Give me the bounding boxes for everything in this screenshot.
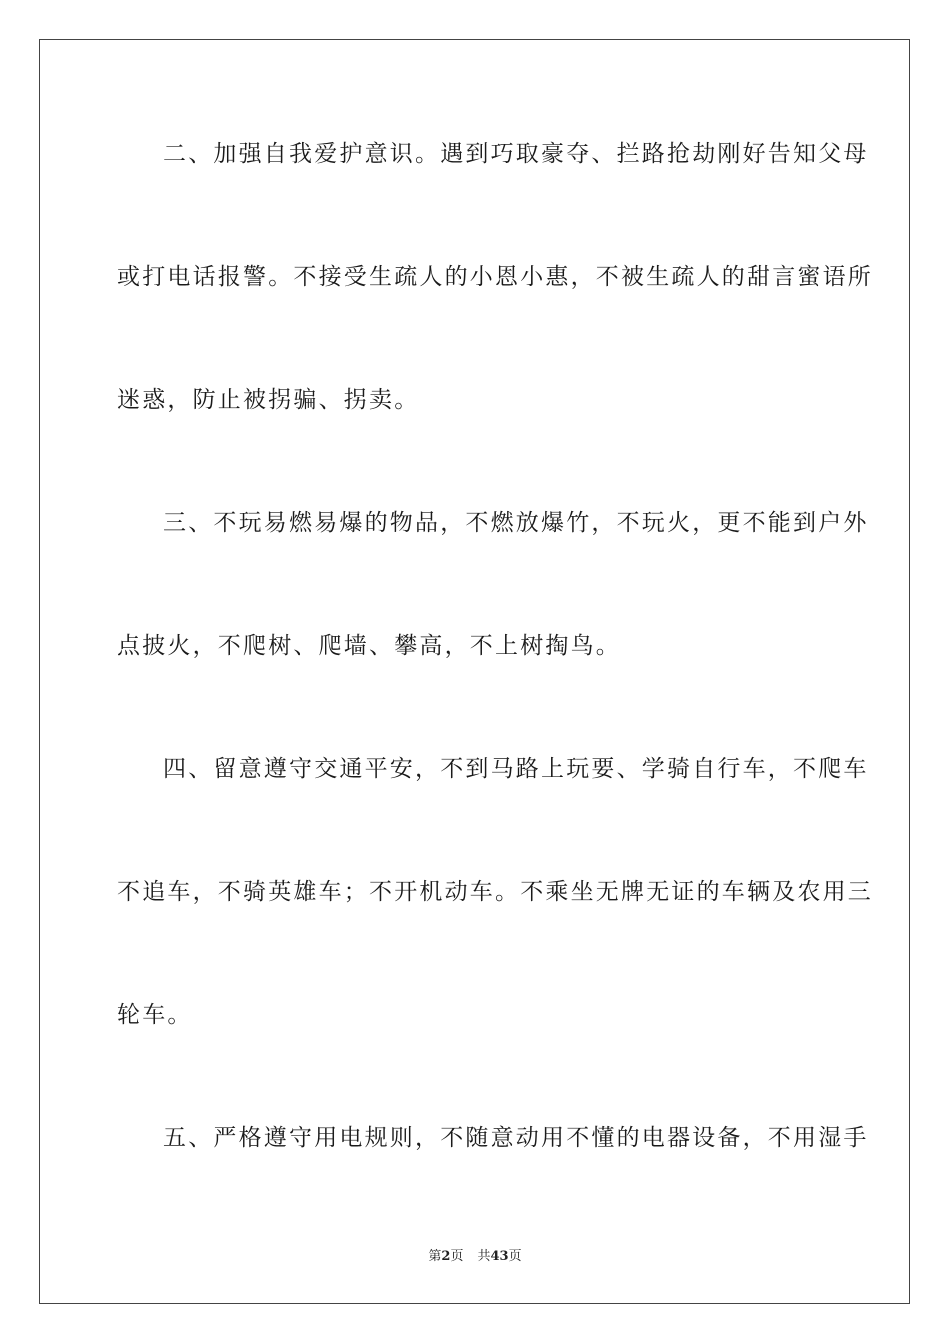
paragraph-2-line-1: 三、不玩易燃易爆的物品，不燃放爆竹，不玩火，更不能到户外 <box>163 510 869 536</box>
total-pages: 43 <box>490 1249 509 1264</box>
paragraph-3-line-1: 四、留意遵守交通平安，不到马路上玩要、学骑自行车，不爬车 <box>163 756 869 782</box>
total-prefix: 共 <box>477 1249 491 1264</box>
paragraph-3-line-3: 轮车。 <box>117 1002 193 1028</box>
paragraph-1-line-1: 二、加强自我爱护意识。遇到巧取豪夺、拦路抢劫刚好告知父母 <box>163 141 869 167</box>
paragraph-4-line-1: 五、严格遵守用电规则，不随意动用不懂的电器设备，不用湿手 <box>163 1125 869 1151</box>
page-footer <box>0 1248 950 1266</box>
paragraph-3-line-2: 不追车，不骑英雄车；不开机动车。不乘坐无牌无证的车辆及农用三 <box>117 879 873 905</box>
paragraph-2-line-2: 点披火，不爬树、爬墙、攀高，不上树掏鸟。 <box>117 633 621 659</box>
paragraph-1-line-3: 迷惑，防止被拐骗、拐卖。 <box>117 387 420 413</box>
page-border <box>39 39 910 1304</box>
total-suffix: 页 <box>508 1249 522 1264</box>
paragraph-1-line-2: 或打电话报警。不接受生疏人的小恩小惠，不被生疏人的甜言蜜语所 <box>117 264 873 290</box>
page-prefix: 第 <box>428 1249 442 1264</box>
page-suffix: 页 <box>450 1249 464 1264</box>
page-number: 2 <box>441 1249 451 1264</box>
